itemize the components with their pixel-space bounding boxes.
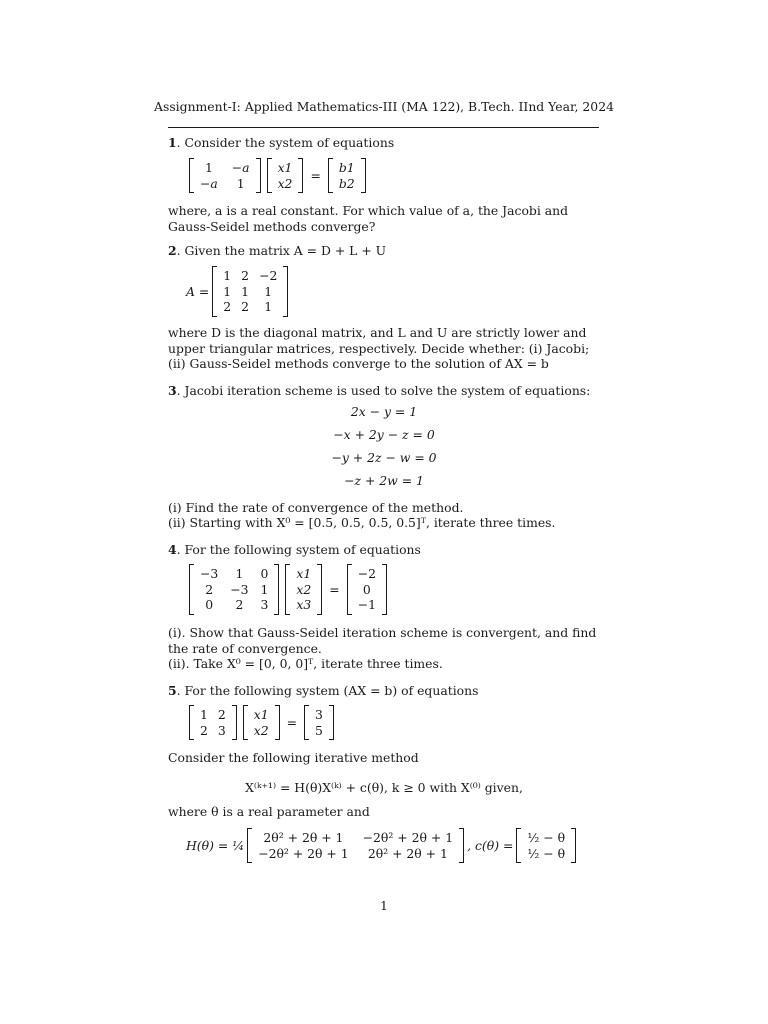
q3-part-1: (i) Find the rate of convergence of the method. xyxy=(168,500,464,515)
q1-intro: 1. Consider the system of equations xyxy=(168,135,395,150)
q3-equation-4: −z + 2w = 1 xyxy=(344,473,424,488)
q5-rhs-vector: 3 5 xyxy=(304,705,334,740)
q5-matrix-equation: 1 2 2 3 x1 x2 = 3 5 xyxy=(186,705,337,740)
q4-part-2: (ii). Take X⁰ = [0, 0, 0]ᵀ, iterate three times. xyxy=(168,656,443,671)
q1-text: where, a is a real constant. For which value of a, the Jacobi and Gauss-Seidel methods converge? xyxy=(168,203,569,234)
q4-rhs-vector: −2 0 −1 xyxy=(347,564,387,615)
q4-matrix-equation: −3 1 0 2 −3 1 0 2 3 x1 x2 x3 = −2 0 −1 xyxy=(186,564,390,615)
page-header: Assignment-I: Applied Mathematics-III (MA 122), B.Tech. IInd Year, 2024 xyxy=(154,99,614,114)
q3-equation-2: −x + 2y − z = 0 xyxy=(333,427,435,442)
q1-unknown-vector: x1 x2 xyxy=(267,158,304,193)
page-number: 1 xyxy=(380,898,388,913)
q5-unknown-vector: x1 x2 xyxy=(243,705,280,740)
q5-H-matrix: 2θ² + 2θ + 1 −2θ² + 2θ + 1 −2θ² + 2θ + 1 2θ² + 2θ + 1 xyxy=(247,828,464,863)
q3-intro: 3. Jacobi iteration scheme is used to solve the system of equations: xyxy=(168,383,591,398)
q3-equation-3: −y + 2z − w = 0 xyxy=(331,450,437,465)
q1-rhs-vector: b1 b2 xyxy=(328,158,366,193)
header-rule xyxy=(168,127,599,128)
q5-intro: 5. For the following system (AX = b) of equations xyxy=(168,683,479,698)
q2-intro: 2. Given the matrix A = D + L + U xyxy=(168,243,387,258)
q2-matrix-A: A = 1 2 −2 1 1 1 2 2 1 xyxy=(186,266,291,317)
q4-coefficient-matrix: −3 1 0 2 −3 1 0 2 3 xyxy=(189,564,279,615)
q4-unknown-vector: x1 x2 x3 xyxy=(285,564,322,615)
q4-part-1: (i). Show that Gauss-Seidel iteration scheme is convergent, and find the rate of convergence. xyxy=(168,625,597,656)
q5-iteration-formula: X⁽ᵏ⁺¹⁾ = H(θ)X⁽ᵏ⁾ + c(θ), k ≥ 0 with X⁽⁰⁾ given, xyxy=(245,780,523,795)
q1-matrix-equation: 1 −a −a 1 x1 x2 = b1 b2 xyxy=(186,158,369,193)
q2-text: where D is the diagonal matrix, and L and U are strictly lower and upper triangular matrices, respectively. Decide whether: (i) Jacobi; (ii) Gauss-Seidel methods converge to the solution of AX = b xyxy=(168,325,590,371)
q5-coefficient-matrix: 1 2 2 3 xyxy=(189,705,237,740)
q4-intro: 4. For the following system of equations xyxy=(168,542,421,557)
q1-coefficient-matrix: 1 −a −a 1 xyxy=(189,158,261,193)
q3-part-2: (ii) Starting with X⁰ = [0.5, 0.5, 0.5, 0.5]ᵀ, iterate three times. xyxy=(168,515,556,530)
q3-equation-1: 2x − y = 1 xyxy=(350,404,418,419)
q5-text-1: Consider the following iterative method xyxy=(168,750,419,765)
q5-H-and-c-definitions: H(θ) = ¼ 2θ² + 2θ + 1 −2θ² + 2θ + 1 −2θ² + 2θ + 1 2θ² + 2θ + 1 , c(θ) = ½ − θ ½ − θ xyxy=(186,828,579,863)
q5-c-vector: ½ − θ ½ − θ xyxy=(516,828,576,863)
q5-text-2: where θ is a real parameter and xyxy=(168,804,370,819)
